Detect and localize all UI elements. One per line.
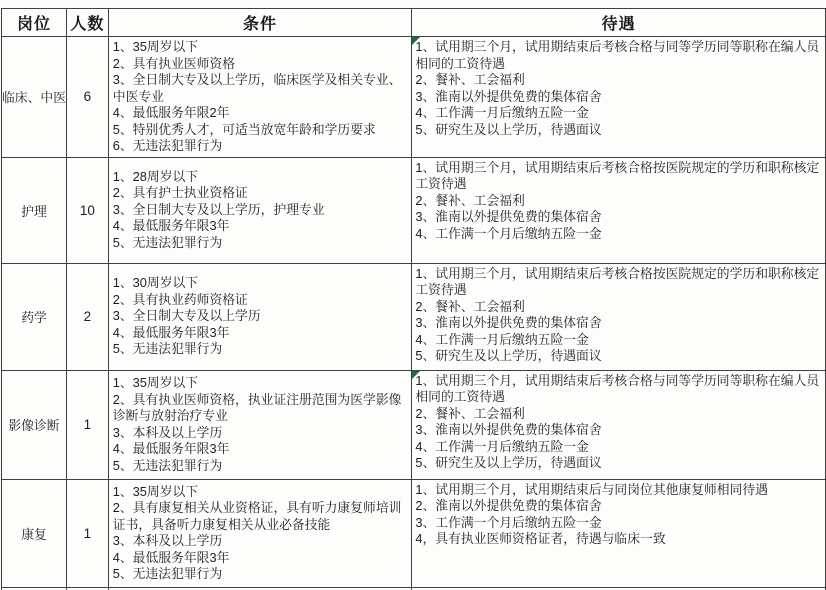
condition-line: 1、28周岁以下 xyxy=(112,168,199,184)
condition-line: 3、全日制大专及以上学历，临床医学及相关专业、中医专业 xyxy=(112,72,402,104)
position-cell: 影像诊断 xyxy=(2,370,67,479)
benefit-line: 2、淮南以外提供免费的集体宿舍 xyxy=(415,498,602,513)
benefit-line: 1、试用期三个月，试用期结束后与同岗位其他康复师相同待遇 xyxy=(415,481,768,497)
condition-line: 6、无违法犯罪行为 xyxy=(112,138,223,153)
condition-line: 5、无违法犯罪行为 xyxy=(112,234,223,250)
benefit-line: 5、研究生及以上学历，待遇面议 xyxy=(415,348,602,363)
benefit-line: 1、试用期三个月，试用期结束后考核合格与同等学历同等职称在编人员相同的工资待遇 xyxy=(415,372,820,404)
count-cell: 2 xyxy=(66,263,108,370)
table-row xyxy=(2,479,826,587)
condition-line: 3、本科及以上学历 xyxy=(112,424,223,440)
condition-line: 4、最低服务年限3年 xyxy=(112,441,230,456)
col-header-count: 人数 xyxy=(66,9,108,37)
table-row xyxy=(2,263,826,370)
conditions-cell xyxy=(108,370,412,479)
position-cell: 药学 xyxy=(2,263,67,370)
benefit-line: 2、餐补、工会福利 xyxy=(415,72,525,87)
table-row xyxy=(2,370,826,479)
condition-line: 1、30周岁以下 xyxy=(112,275,199,291)
conditions-cell xyxy=(108,263,412,370)
condition-line: 5、无违法犯罪行为 xyxy=(112,457,223,473)
header-row xyxy=(2,9,826,37)
conditions-cell xyxy=(108,479,412,587)
cell-flag-triangle xyxy=(412,37,420,45)
condition-line: 2、具有康复相关从业资格证，具有听力康复师培训证书，具备听力康复相关从业必备技能 xyxy=(112,500,402,532)
benefit-line: 4，具有执业医师资格证者，待遇与临床一致 xyxy=(415,531,666,546)
condition-line: 5、无违法犯罪行为 xyxy=(112,566,223,581)
condition-line: 4、最低服务年限3年 xyxy=(112,218,230,234)
benefit-line: 4、工作满一月后缴纳五险一金 xyxy=(415,331,589,347)
benefit-line: 1、试用期三个月，试用期结束后考核合格按医院规定的学历和职称核定工资待遇 xyxy=(415,265,820,297)
count-cell: 1 xyxy=(66,479,108,587)
benefits-cell xyxy=(412,263,826,370)
benefit-line: 3、工作满一个月后缴纳五险一金 xyxy=(415,514,602,530)
benefit-line: 4、工作满一月后缴纳五险一金 xyxy=(415,438,589,454)
recruitment-table xyxy=(1,8,826,590)
conditions-cell xyxy=(108,37,412,158)
condition-line: 4、最低服务年限3年 xyxy=(112,549,230,565)
condition-line: 2、具有执业医师资格 xyxy=(112,55,236,71)
condition-line: 3、本科及以上学历 xyxy=(112,533,223,548)
benefit-line: 4、工作满一个月后缴纳五险一金 xyxy=(415,225,602,241)
col-header-conditions: 条件 xyxy=(108,9,412,37)
benefit-line: 5、研究生及以上学历，待遇面议 xyxy=(415,121,602,137)
condition-line: 1、35周岁以下 xyxy=(112,39,199,54)
condition-line: 2、具有执业医师资格，执业证注册范围为医学影像诊断与放射治疗专业 xyxy=(112,391,402,423)
condition-line: 2、具有护士执业资格证 xyxy=(112,185,248,201)
benefits-cell xyxy=(412,479,826,587)
benefits-cell xyxy=(412,370,826,479)
benefit-line: 2、餐补、工会福利 xyxy=(415,405,525,421)
benefit-line: 2、餐补、工会福利 xyxy=(415,192,525,208)
benefit-line: 3、淮南以外提供免费的集体宿舍 xyxy=(415,88,602,104)
position-cell: 临床、中医 xyxy=(2,37,67,158)
col-header-position: 岗位 xyxy=(2,9,67,37)
benefit-line: 5、研究生及以上学历，待遇面议 xyxy=(415,455,602,470)
benefits-cell xyxy=(412,157,826,263)
benefit-line: 1、试用期三个月，试用期结束后考核合格按医院规定的学历和职称核定工资待遇 xyxy=(415,159,820,191)
condition-line: 5、无违法犯罪行为 xyxy=(112,341,223,357)
count-cell: 1 xyxy=(66,370,108,479)
benefit-line: 4、工作满一月后缴纳五险一金 xyxy=(415,105,589,120)
condition-line: 1、35周岁以下 xyxy=(112,483,199,499)
condition-line: 4、最低服务年限2年 xyxy=(112,105,230,120)
position-cell: 护理 xyxy=(2,157,67,263)
table-row xyxy=(2,157,826,263)
table-row xyxy=(2,37,826,158)
benefit-line: 2、餐补、工会福利 xyxy=(415,298,525,314)
benefits-cell xyxy=(412,37,826,158)
count-cell: 10 xyxy=(66,157,108,263)
condition-line: 4、最低服务年限3年 xyxy=(112,324,230,340)
position-cell: 康复 xyxy=(2,479,67,587)
col-header-benefits: 待遇 xyxy=(412,9,826,37)
benefit-line: 3、淮南以外提供免费的集体宿舍 xyxy=(415,422,602,437)
benefit-line: 1、试用期三个月，试用期结束后考核合格与同等学历同等职称在编人员相同的工资待遇 xyxy=(415,39,820,71)
condition-line: 3、全日制大专及以上学历 xyxy=(112,308,261,324)
count-cell: 6 xyxy=(66,37,108,158)
cell-flag-triangle xyxy=(412,371,420,379)
benefit-line: 3、淮南以外提供免费的集体宿舍 xyxy=(415,209,602,224)
condition-line: 5、特别优秀人才，可适当放宽年龄和学历要求 xyxy=(112,121,376,137)
condition-line: 3、全日制大专及以上学历，护理专业 xyxy=(112,201,325,217)
benefit-line: 3、淮南以外提供免费的集体宿舍 xyxy=(415,315,602,330)
conditions-cell xyxy=(108,157,412,263)
condition-line: 1、35周岁以下 xyxy=(112,375,199,390)
condition-line: 2、具有执业药师资格证 xyxy=(112,291,248,307)
